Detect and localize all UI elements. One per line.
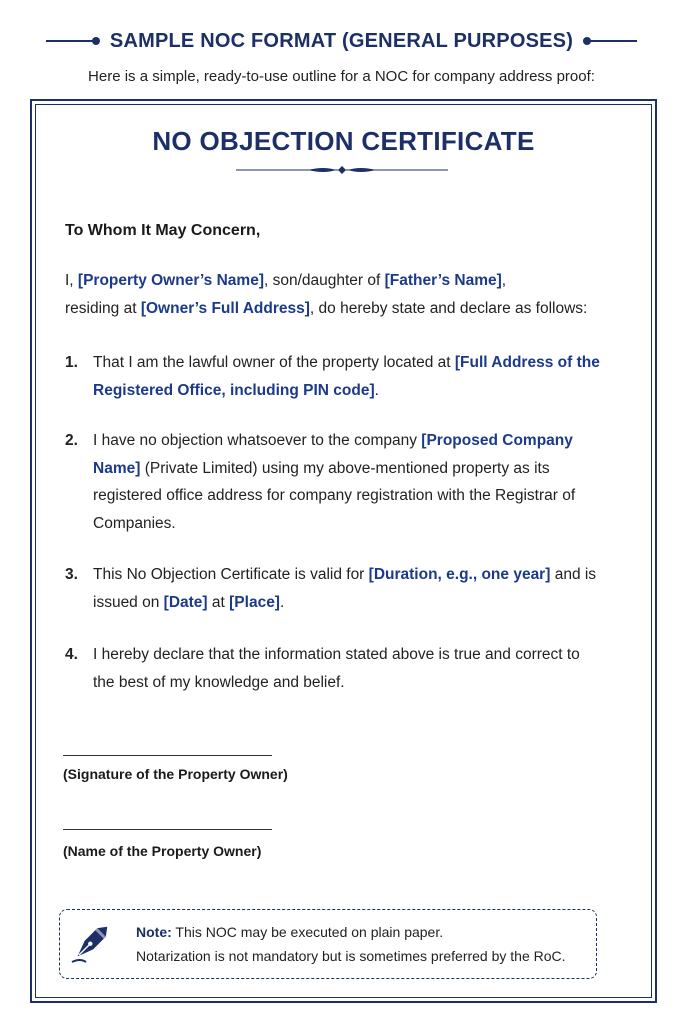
declaration-item-1: 1. That I am the lawful owner of the property located at [Full Address of the Registered Office, including PIN code]. <box>65 354 600 399</box>
opening-line-2: residing at [Owner’s Full Address], do hereby state and declare as follows: <box>65 300 588 317</box>
signature-label: (Signature of the Property Owner) <box>63 766 288 782</box>
name-line <box>63 829 272 830</box>
name-label: (Name of the Property Owner) <box>63 843 262 859</box>
placeholder-company-name: [Proposed Company Name] <box>93 432 573 477</box>
placeholder-date: [Date] <box>163 593 208 611</box>
note-text: Note: This NOC may be executed on plain paper. Notarization is not mandatory but is sometimes preferred by the RoC. <box>136 924 566 964</box>
placeholder-place: [Place] <box>229 593 280 611</box>
declaration-item-3: 3. This No Objection Certificate is valid for [Duration, e.g., one year] and is issued on [Date] at [Place]. <box>65 566 597 611</box>
opening-line-1: I, [Property Owner’s Name], son/daughter of [Father’s Name], <box>65 272 507 289</box>
intro-text: Here is a simple, ready-to-use outline for a NOC for company address proof: <box>88 68 595 85</box>
placeholder-duration: [Duration, e.g., one year] <box>368 566 551 583</box>
declaration-item-4: 4. I hereby declare that the information stated above is true and correct to the best of my knowledge and belief. <box>65 646 580 691</box>
placeholder-office-address: [Full Address of the Registered Office, including PIN code] <box>93 354 600 399</box>
placeholder-father-name: [Father’s Name] <box>384 272 502 289</box>
salutation: To Whom It May Concern, <box>65 222 261 239</box>
page-heading <box>0 26 683 56</box>
declaration-item-2: 2. I have no objection whatsoever to the company [Proposed Company Name] (Private Limited) using my above-mentioned property as its registered office address for company registration with the Registrar of Companies. <box>65 432 576 532</box>
heading-rule-right <box>587 40 637 42</box>
signature-line <box>63 755 272 756</box>
certificate-title: NO OBJECTION CERTIFICATE <box>152 126 535 156</box>
note-label: Note: <box>136 924 172 940</box>
placeholder-owner-name: [Property Owner’s Name] <box>77 272 264 289</box>
placeholder-owner-address: [Owner’s Full Address] <box>140 300 310 317</box>
heading-rule-left <box>46 40 96 42</box>
fountain-pen-icon <box>66 918 116 968</box>
page-title: SAMPLE NOC FORMAT (GENERAL PURPOSES) <box>109 29 574 52</box>
title-ornament <box>236 164 448 176</box>
